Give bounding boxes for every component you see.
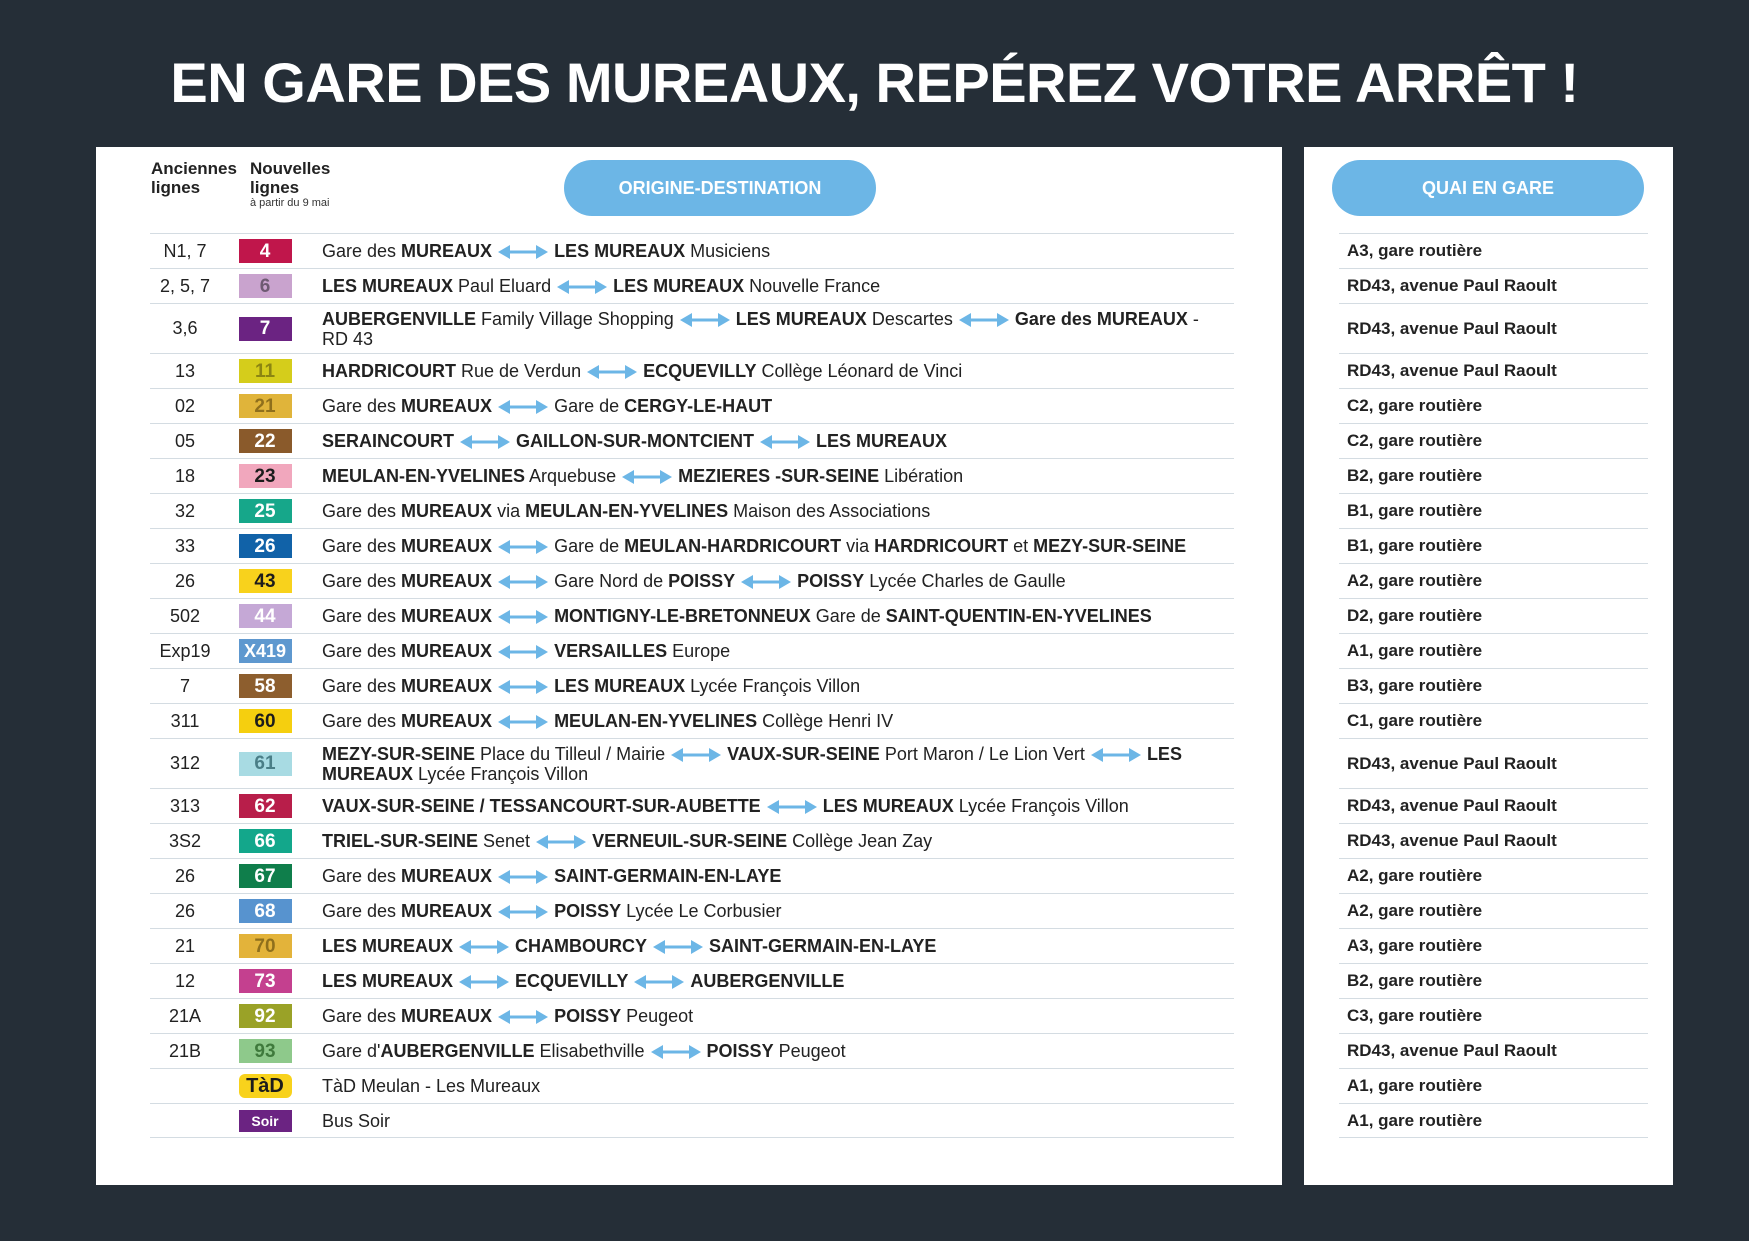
route-text: Gare des [322,901,402,921]
old-line-number: 2, 5, 7 [159,275,211,296]
route-description [310,971,1234,991]
old-line-number: 3S2 [168,830,202,851]
route-description [310,796,1234,816]
route-text: Lycée Le Corbusier [621,901,782,921]
route-text: - RD 43 [322,308,1199,349]
new-line-cell [220,429,310,453]
new-line-cell [220,499,310,523]
quai-location: RD43, avenue Paul Raoult [1339,738,1648,788]
new-line-cell [220,1004,310,1028]
route-text: Libération [879,466,964,486]
double-arrow-icon [1091,748,1141,762]
line-badge: 60 [239,709,292,733]
old-lines-header: Anciennes lignes [151,159,237,197]
route-place-bold: MUREAUX [401,501,493,521]
route-description [310,744,1234,784]
route-text: Maison des Associations [728,501,931,521]
new-line-cell [220,934,310,958]
double-arrow-icon [498,540,548,554]
line-badge: 62 [239,794,292,818]
route-place-bold: LES MUREAUX [322,936,454,956]
route-place-bold: LES MUREAUX [322,971,454,991]
double-arrow-icon [498,870,548,884]
double-arrow-icon [498,575,548,589]
line-badge: 11 [239,359,292,383]
route-place-bold: LES MUREAUX [554,676,686,696]
route-row [150,303,1234,353]
route-place-bold: AUBERGENVILLE [690,971,845,991]
route-row [150,1033,1234,1068]
route-description [310,1041,1234,1061]
route-place-bold: LES MUREAUX [816,431,948,451]
route-text: Arquebuse [525,466,617,486]
line-badge: 4 [239,239,292,263]
route-text: via [492,501,526,521]
route-row [150,668,1234,703]
double-arrow-icon [536,835,586,849]
double-arrow-icon [498,610,548,624]
route-row [150,703,1234,738]
old-line-number: 502 [169,605,201,626]
old-line-number: 26 [174,570,196,591]
old-line-number: 02 [174,395,196,416]
route-place-bold: HARDRICOURT [322,361,456,381]
double-arrow-icon [498,715,548,729]
line-badge: TàD [239,1074,292,1098]
route-description [310,936,1234,956]
quai-location: RD43, avenue Paul Raoult [1339,303,1648,353]
route-text: Rue de Verdun [456,361,582,381]
line-badge: 68 [239,899,292,923]
new-line-cell [220,752,310,776]
route-text: Senet [478,831,531,851]
route-place-bold: CERGY-LE-HAUT [624,396,773,416]
route-row [150,458,1234,493]
double-arrow-icon [498,1010,548,1024]
route-place-bold: MUREAUX [401,241,493,261]
double-arrow-icon [653,940,703,954]
route-row [150,738,1234,788]
line-badge: 6 [239,274,292,298]
quai-location: B3, gare routière [1339,668,1648,703]
route-text: Gare des [322,571,402,591]
route-place-bold: MUREAUX [401,396,493,416]
new-line-cell [220,1110,310,1132]
route-text: Lycée François Villon [413,763,589,784]
quai-panel [1304,147,1673,1185]
old-line-number: 05 [174,430,196,451]
route-place-bold: MUREAUX [401,606,493,626]
route-row [150,998,1234,1033]
route-text: Family Village Shopping [476,308,674,329]
quai-location: A2, gare routière [1339,858,1648,893]
double-arrow-icon [557,280,607,294]
quai-location: C1, gare routière [1339,703,1648,738]
quai-location: RD43, avenue Paul Raoult [1339,353,1648,388]
route-description [310,396,1234,416]
new-line-cell [220,899,310,923]
quai-location: C3, gare routière [1339,998,1648,1033]
quai-location: C2, gare routière [1339,388,1648,423]
old-line-number: 312 [169,753,201,773]
line-badge: 58 [239,674,292,698]
line-badge: 44 [239,604,292,628]
double-arrow-icon [498,680,548,694]
old-line-number: 3,6 [172,318,198,338]
route-text: Bus Soir [322,1110,391,1131]
route-text: TàD Meulan - Les Mureaux [322,1076,541,1096]
line-badge: 21 [239,394,292,418]
route-text: Gare de [554,396,625,416]
old-line-number: 26 [174,900,196,921]
old-line-number: 33 [174,535,196,556]
line-badge: 92 [239,1004,292,1028]
double-arrow-icon [498,905,548,919]
route-place-bold: SERAINCOURT [322,431,455,451]
route-place-bold: MUREAUX [401,676,493,696]
route-place-bold: LES MUREAUX [322,276,454,296]
new-line-cell [220,674,310,698]
route-text: Collège Jean Zay [787,831,933,851]
route-text: Gare des [322,866,402,886]
quai-location: D2, gare routière [1339,598,1648,633]
quai-list [1339,233,1648,1138]
route-row [150,353,1234,388]
line-badge: 7 [239,317,292,341]
old-line-number: 21 [174,935,196,956]
old-line-number: 18 [174,465,196,486]
route-description [310,431,1234,451]
route-place-bold: LES MUREAUX [322,743,1182,784]
route-place-bold: VAUX-SUR-SEINE / TESSANCOURT-SUR-AUBETTE [322,796,761,816]
route-description [310,309,1234,349]
new-lines-header: Nouvelles lignes [250,159,331,197]
route-text: Collège Léonard de Vinci [756,361,963,381]
route-description [310,241,1234,261]
old-line-number: 311 [170,710,200,731]
line-badge: 43 [239,569,292,593]
route-row [150,598,1234,633]
quai-location: B1, gare routière [1339,528,1648,563]
route-description [310,901,1234,921]
double-arrow-icon [767,800,817,814]
route-description [310,276,1234,296]
line-badge: Soir [239,1110,292,1132]
route-description [310,831,1234,851]
new-line-cell [220,829,310,853]
new-line-cell [220,317,310,341]
route-row [150,563,1234,598]
route-place-bold: MUREAUX [401,1006,493,1026]
new-line-cell [220,359,310,383]
quai-location: A1, gare routière [1339,633,1648,668]
new-line-cell [220,709,310,733]
route-description [310,866,1234,886]
route-description [310,571,1234,591]
route-place-bold: LES MUREAUX [735,308,867,329]
route-text: Peugeot [621,1006,694,1026]
route-place-bold: VAUX-SUR-SEINE [727,743,880,764]
route-text: Gare de [810,606,886,626]
route-row [150,893,1234,928]
line-badge: 22 [239,429,292,453]
line-badge: 70 [239,934,292,958]
route-description [310,606,1234,626]
route-row [150,823,1234,858]
route-place-bold: MUREAUX [401,641,493,661]
route-text: Port Maron / Le Lion Vert [879,743,1085,764]
double-arrow-icon [959,313,1009,327]
new-line-cell [220,1074,310,1098]
quai-location: RD43, avenue Paul Raoult [1339,788,1648,823]
route-text: Elisabethville [534,1041,645,1061]
double-arrow-icon [634,975,684,989]
route-text: Paul Eluard [453,276,552,296]
new-lines-date-note: à partir du 9 mai [250,197,330,209]
route-text: Lycée François Villon [953,796,1129,816]
new-line-cell [220,794,310,818]
route-text: Gare Nord de [554,571,669,591]
route-description [310,676,1234,696]
quai-location: B1, gare routière [1339,493,1648,528]
route-place-bold: TRIEL-SUR-SEINE [322,831,479,851]
route-text: Lycée Charles de Gaulle [864,571,1066,591]
route-text: Gare d' [322,1041,381,1061]
route-text: Descartes [866,308,953,329]
quai-header: QUAI EN GARE [1332,160,1644,216]
new-line-cell [220,239,310,263]
route-place-bold: VERSAILLES [554,641,668,661]
double-arrow-icon [459,975,509,989]
double-arrow-icon [651,1045,701,1059]
route-place-bold: ECQUEVILLY [515,971,629,991]
route-row [150,928,1234,963]
double-arrow-icon [680,313,730,327]
route-text: Gare des [322,1006,402,1026]
route-place-bold: Gare des MUREAUX [1014,308,1188,329]
route-text: Gare des [322,606,402,626]
quai-location: A3, gare routière [1339,928,1648,963]
route-row [150,858,1234,893]
route-place-bold: LES MUREAUX [554,241,686,261]
route-description [310,1006,1234,1026]
line-badge: 25 [239,499,292,523]
route-place-bold: MEZY-SUR-SEINE [322,743,476,764]
route-place-bold: POISSY [668,571,736,591]
route-description [310,361,1234,381]
route-text: Gare de [554,536,625,556]
quai-location: A1, gare routière [1339,1103,1648,1138]
route-place-bold: MEULAN-EN-YVELINES [525,501,729,521]
route-text: Collège Henri IV [757,711,894,731]
new-line-cell [220,864,310,888]
line-badge: 23 [239,464,292,488]
old-line-number: 7 [179,675,190,696]
route-text: Nouvelle France [744,276,881,296]
route-place-bold: VERNEUIL-SUR-SEINE [592,831,788,851]
double-arrow-icon [459,940,509,954]
route-place-bold: POISSY [706,1041,774,1061]
new-line-cell [220,534,310,558]
double-arrow-icon [587,365,637,379]
double-arrow-icon [622,470,672,484]
route-description [310,466,1234,486]
double-arrow-icon [760,435,810,449]
route-text: Musiciens [685,241,771,261]
new-line-cell [220,274,310,298]
routes-table [150,233,1234,1138]
route-text: Peugeot [773,1041,846,1061]
route-text: via [841,536,875,556]
route-place-bold: MUREAUX [401,536,493,556]
route-place-bold: MUREAUX [401,866,493,886]
route-place-bold: AUBERGENVILLE [322,308,477,329]
double-arrow-icon [498,400,548,414]
route-text: Gare des [322,641,402,661]
quai-location: B2, gare routière [1339,458,1648,493]
quai-location: RD43, avenue Paul Raoult [1339,823,1648,858]
route-place-bold: MUREAUX [401,901,493,921]
new-line-cell [220,394,310,418]
route-row [150,233,1234,268]
quai-location: A2, gare routière [1339,563,1648,598]
route-place-bold: GAILLON-SUR-MONTCIENT [516,431,754,451]
route-row [150,268,1234,303]
route-place-bold: SAINT-QUENTIN-EN-YVELINES [885,606,1152,626]
new-line-cell [220,464,310,488]
route-row [150,528,1234,563]
old-line-number: 26 [174,865,196,886]
quai-location: B2, gare routière [1339,963,1648,998]
route-place-bold: LES MUREAUX [613,276,745,296]
double-arrow-icon [460,435,510,449]
route-text: Gare des [322,536,402,556]
route-row [150,388,1234,423]
line-badge: 67 [239,864,292,888]
quai-location: RD43, avenue Paul Raoult [1339,268,1648,303]
route-place-bold: ECQUEVILLY [643,361,757,381]
old-line-number: Exp19 [159,640,211,661]
route-place-bold: MEULAN-HARDRICOURT [624,536,842,556]
route-text: Place du Tilleul / Mairie [475,743,666,764]
route-place-bold: MEULAN-EN-YVELINES [322,466,526,486]
route-place-bold: POISSY [797,571,865,591]
quai-location: A2, gare routière [1339,893,1648,928]
route-place-bold: MEZY-SUR-SEINE [1033,536,1187,556]
route-row [150,423,1234,458]
quai-location: C2, gare routière [1339,423,1648,458]
route-description [310,711,1234,731]
route-place-bold: SAINT-GERMAIN-EN-LAYE [554,866,782,886]
route-text: Gare des [322,676,402,696]
route-place-bold: HARDRICOURT [874,536,1009,556]
double-arrow-icon [671,748,721,762]
route-row [150,493,1234,528]
old-line-number: 13 [174,360,196,381]
route-text: Gare des [322,501,402,521]
page-title: EN GARE DES MUREAUX, REPÉREZ VOTRE ARRÊT ! [170,51,1579,114]
route-description [310,536,1234,556]
route-description [310,501,1234,521]
old-line-number: N1, 7 [163,240,207,261]
route-text: Gare des [322,396,402,416]
route-row [150,1068,1234,1103]
double-arrow-icon [498,245,548,259]
route-row [150,963,1234,998]
routes-panel [96,147,1282,1185]
route-text: et [1008,536,1034,556]
route-place-bold: MUREAUX [401,571,493,591]
route-place-bold: POISSY [554,901,622,921]
route-text: Gare des [322,241,402,261]
quai-location: RD43, avenue Paul Raoult [1339,1033,1648,1068]
old-line-number: 12 [174,970,196,991]
quai-location: A1, gare routière [1339,1068,1648,1103]
double-arrow-icon [741,575,791,589]
line-badge: 93 [239,1039,292,1063]
new-line-cell [220,1039,310,1063]
new-line-cell [220,969,310,993]
line-badge: 66 [239,829,292,853]
route-place-bold: AUBERGENVILLE [380,1041,535,1061]
route-place-bold: MONTIGNY-LE-BRETONNEUX [554,606,811,626]
route-text: Lycée François Villon [685,676,861,696]
origin-destination-header: ORIGINE-DESTINATION [564,160,876,216]
new-line-cell [220,604,310,628]
new-line-cell [220,569,310,593]
new-line-cell [220,639,310,663]
route-row [150,1103,1234,1138]
quai-location: A3, gare routière [1339,233,1648,268]
route-row [150,788,1234,823]
old-line-number: 21B [168,1040,202,1061]
route-place-bold: LES MUREAUX [822,796,954,816]
route-place-bold: MEULAN-EN-YVELINES [554,711,758,731]
route-description [310,1076,1234,1096]
route-place-bold: SAINT-GERMAIN-EN-LAYE [709,936,937,956]
line-badge: 61 [239,752,292,776]
line-badge: 26 [239,534,292,558]
route-place-bold: MUREAUX [401,711,493,731]
route-place-bold: MEZIERES -SUR-SEINE [678,466,880,486]
route-description [310,1111,1234,1131]
line-badge: 73 [239,969,292,993]
line-badge: X419 [239,639,292,663]
old-line-number: 313 [169,795,201,816]
route-row [150,633,1234,668]
old-line-number: 32 [174,500,196,521]
route-place-bold: CHAMBOURCY [515,936,648,956]
double-arrow-icon [498,645,548,659]
old-line-number: 21A [168,1005,202,1026]
route-description [310,641,1234,661]
route-place-bold: POISSY [554,1006,622,1026]
route-text: Europe [667,641,731,661]
route-text: Gare des [322,711,402,731]
